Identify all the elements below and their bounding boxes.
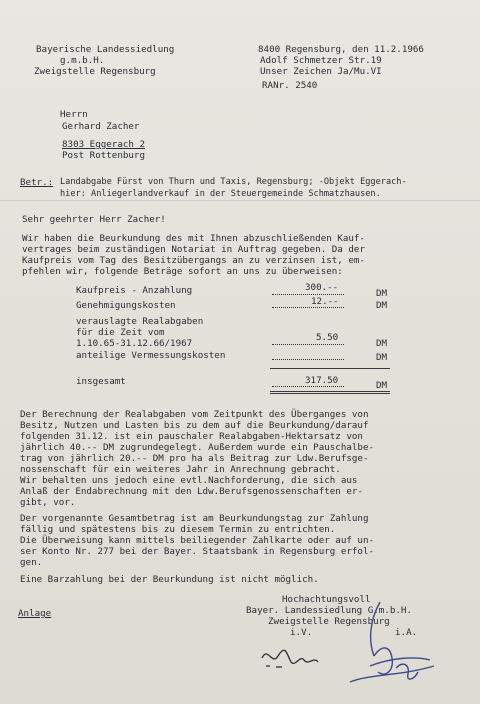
total-amount: 317.50 xyxy=(305,375,339,386)
recipient-post: Post Rottenburg xyxy=(62,150,145,161)
para1-line: vertrages beim zuständigen Notariat in Auftrag gegeben. Da der xyxy=(22,244,365,255)
amount-dotted-line xyxy=(272,294,344,295)
para1-line: Wir haben die Beurkundung des mit Ihnen abzuschließenden Kauf- xyxy=(22,233,365,244)
signature-right xyxy=(330,596,450,692)
closing-line-3: Zweigstelle Regensburg xyxy=(268,616,390,627)
cost-unit: DM xyxy=(376,338,388,349)
closing-iv: i.V. xyxy=(290,627,313,638)
para2-line: folgenden 31.12. ist ein pauschaler Realabgaben-Hektarsatz von xyxy=(20,431,363,442)
para1-line: Kaufpreis vom Tag des Besitzübergangs an zu verzinsen ist, em- xyxy=(22,255,365,266)
recipient-city: 8303 Eggerach 2 xyxy=(62,139,145,150)
sender-line-1: Bayerische Landessiedlung xyxy=(36,44,175,55)
cost-amount: 300.-- xyxy=(305,282,339,293)
total-label: insgesamt xyxy=(76,376,126,387)
cost-label: 1.10.65-31.12.66/1967 xyxy=(76,338,193,349)
recipient-name: Gerhard Zacher xyxy=(62,121,140,132)
para2-line: Anlaß der Endabrechnung mit den Ldw.Berufsgenossenschaften er- xyxy=(20,486,363,497)
para2-line: gibt, vor. xyxy=(20,497,76,508)
cost-amount: 12.-- xyxy=(311,296,339,307)
cost-unit: DM xyxy=(376,352,388,363)
cost-amount: 5.50 xyxy=(316,332,339,343)
subject-label: Betr.: xyxy=(20,177,54,188)
para1-line: pfehlen wir, folgende Beträge sofort an uns zu überweisen: xyxy=(22,266,343,277)
para3-line: Die Überweisung kann mittels beiliegender Zahlkarte oder auf un- xyxy=(20,535,375,546)
amount-dotted-line xyxy=(272,344,344,345)
cost-label: verauslagte Realabgaben xyxy=(76,316,204,327)
recipient-salutation: Herrn xyxy=(60,109,88,120)
para2-line: jährlich 40.-- DM zugrundegelegt. Außerdem wurde ein Pauschalbe- xyxy=(20,442,375,453)
para2-line: Der Berechnung der Realabgaben vom Zeitpunkt des Überganges von xyxy=(20,409,369,420)
subject-line-1: Landabgabe Fürst von Thurn und Taxis, Regensburg; -Objekt Eggerach- xyxy=(60,177,407,187)
total-double-rule xyxy=(270,391,390,392)
total-double-rule xyxy=(270,393,390,394)
cost-unit: DM xyxy=(376,288,388,299)
subject-line-2: hier: Anliegerlandverkauf in der Steuergemeinde Schmatzhausen. xyxy=(60,189,381,199)
reference: Unser Zeichen Ja/Mu.VI xyxy=(260,66,382,77)
para4-line: Eine Barzahlung bei der Beurkundung ist nicht möglich. xyxy=(20,574,319,585)
sender-line-3: Zweigstelle Regensburg xyxy=(34,66,156,77)
total-unit: DM xyxy=(376,380,388,391)
enclosure: Anlage xyxy=(18,608,52,619)
cost-label: Genehmigungskosten xyxy=(76,300,176,311)
amount-dotted-line xyxy=(272,359,344,360)
para2-line: Besitz, Nutzen und Lasten bis zu dem auf die Beurkundung/darauf xyxy=(20,420,369,431)
closing-line-2: Bayer. Landessiedlung G.m.b.H. xyxy=(246,605,412,616)
sender-line-2: g.m.b.H. xyxy=(60,55,105,66)
para2-line: trag von jährlich 20.-- DM pro ha als Beitrag zur Ldw.Berufsge- xyxy=(20,453,369,464)
para3-line: Der vorgenannte Gesamtbetrag ist am Beurkundungstag zur Zahlung xyxy=(20,513,369,524)
para2-line: nossenschaft für ein weiteres Jahr in Anrechnung gebracht. xyxy=(20,464,341,475)
closing-line-1: Hochachtungsvoll xyxy=(282,594,371,605)
signature-left xyxy=(256,636,336,676)
para3-line: ser Konto Nr. 277 bei der Bayer. Staatsbank in Regensburg erfol- xyxy=(20,546,375,557)
cost-label: anteilige Vermessungskosten xyxy=(76,350,226,361)
para3-line: fällig und spätestens bis zu diesem Termin zu entrichten. xyxy=(20,524,336,535)
para2-line: Wir behalten uns jedoch eine evtl.Nachforderung, die sich aus xyxy=(20,475,358,486)
ran-number: RANr. 2540 xyxy=(262,80,318,91)
sum-rule xyxy=(270,368,390,369)
cost-label: Kaufpreis - Anzahlung xyxy=(76,285,193,296)
sender-street: Adolf Schmetzer Str.19 xyxy=(260,55,382,66)
cost-unit: DM xyxy=(376,300,388,311)
closing-ia: i.A. xyxy=(395,627,418,638)
para3-line: gen. xyxy=(20,557,43,568)
greeting: Sehr geehrter Herr Zacher! xyxy=(22,214,166,225)
place-date: 8400 Regensburg, den 11.2.1966 xyxy=(258,44,424,55)
cost-label: für die Zeit vom xyxy=(76,327,165,338)
